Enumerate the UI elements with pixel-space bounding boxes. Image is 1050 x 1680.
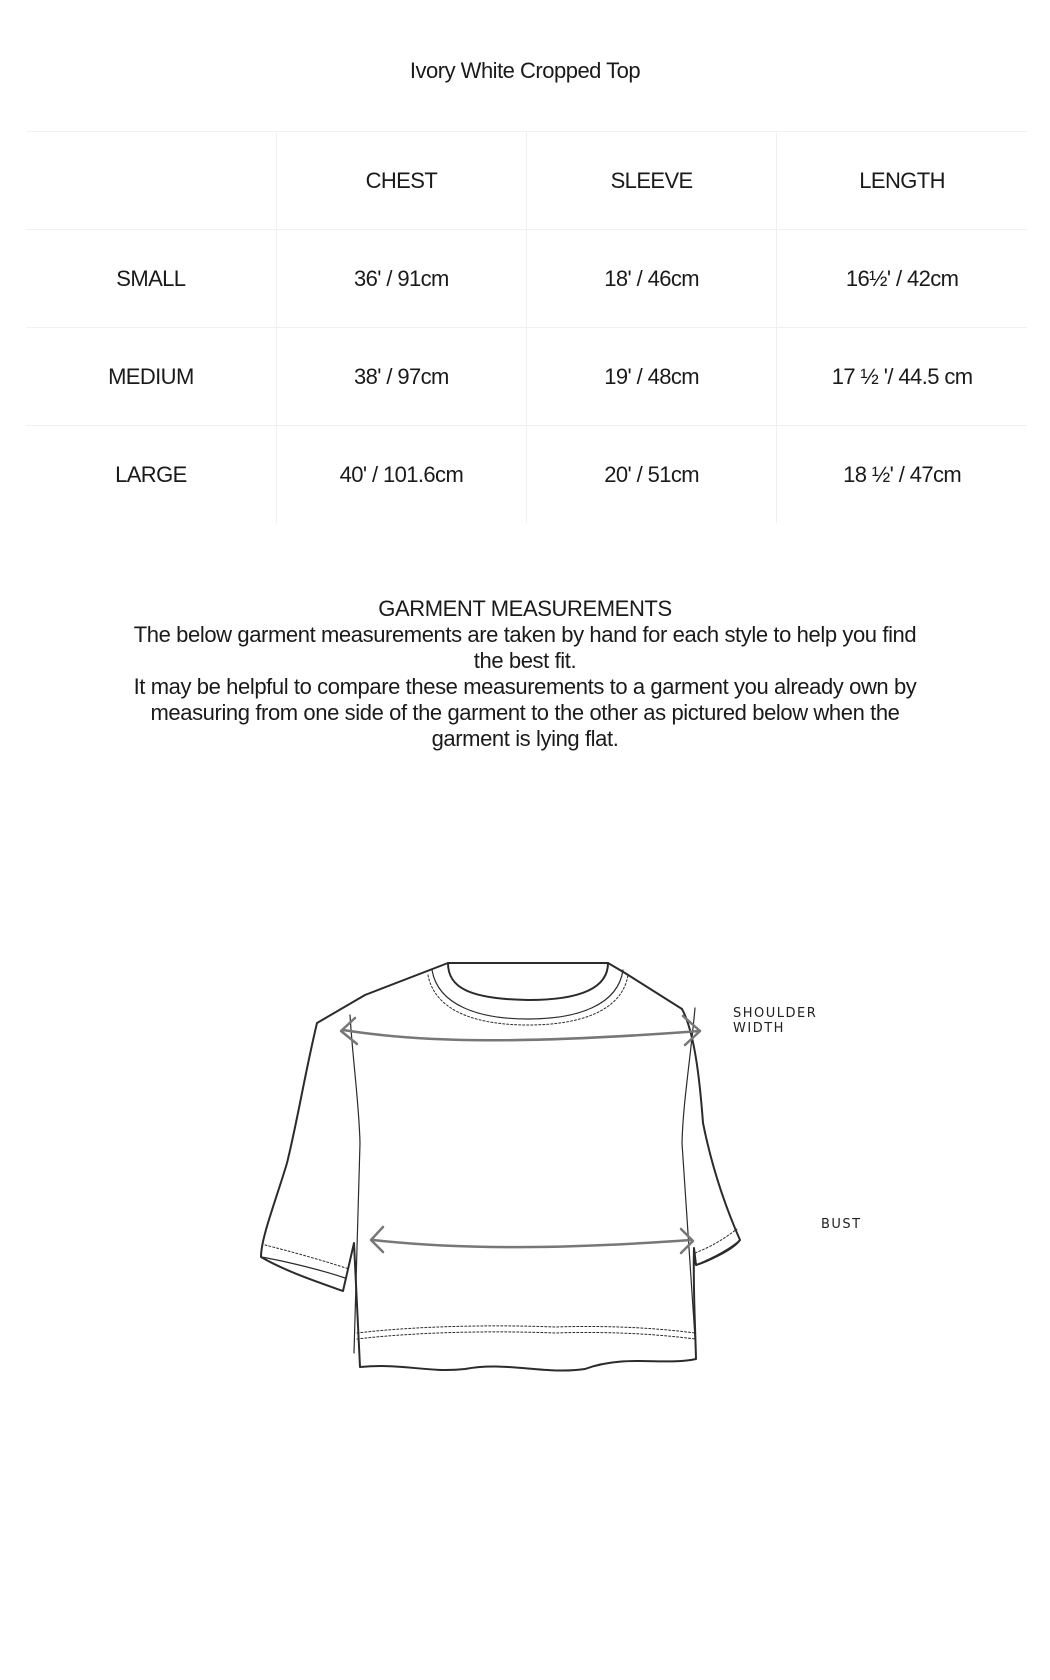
header-chest: CHEST — [276, 132, 526, 230]
left-shoulder-seam — [350, 1015, 360, 1143]
left-sleeve-hem — [261, 1257, 345, 1278]
shoulder-width-label: SHOULDER WIDTH — [733, 1006, 818, 1036]
size-label: SMALL — [26, 230, 276, 328]
measurements-paragraph-1: The below garment measurements are taken by hand for each style to help you find the best fit. — [133, 622, 917, 673]
table-row — [26, 426, 1027, 524]
shoulder-width-arrow-line — [343, 1030, 700, 1040]
header-sleeve: SLEEVE — [527, 132, 777, 230]
garment-outline — [261, 963, 740, 1371]
bottom-hem-stitch-2 — [357, 1332, 695, 1339]
neckline-outer — [448, 963, 608, 1000]
chest-value: 36' / 91cm — [276, 230, 526, 328]
bust-label: BUST — [821, 1217, 862, 1232]
bust-arrow-line — [373, 1240, 691, 1247]
sleeve-value: 18' / 46cm — [527, 230, 777, 328]
measurements-section — [130, 596, 920, 752]
garment-diagram — [225, 953, 867, 1400]
measurements-heading: GARMENT MEASUREMENTS — [378, 596, 672, 621]
chest-value: 40' / 101.6cm — [276, 426, 526, 524]
table-header-row — [26, 132, 1027, 230]
sleeve-value: 20' / 51cm — [527, 426, 777, 524]
header-empty — [26, 132, 276, 230]
table-row — [26, 230, 1027, 328]
size-label: LARGE — [26, 426, 276, 524]
measurements-paragraph-2: It may be helpful to compare these measurements to a garment you already own by measuring from one side of the garment to the other as pictured below when the garment is lying flat. — [133, 674, 917, 751]
chest-value: 38' / 97cm — [276, 328, 526, 426]
table-row — [26, 328, 1027, 426]
neckline-inner — [432, 970, 623, 1019]
page-title: Ivory White Cropped Top — [409, 58, 641, 83]
header-length: LENGTH — [777, 132, 1027, 230]
size-label: MEDIUM — [26, 328, 276, 426]
right-sleeve-hem — [696, 1240, 740, 1265]
size-chart-table — [26, 131, 1027, 523]
sleeve-value: 19' / 48cm — [527, 328, 777, 426]
length-value: 17 ½ '/ 44.5 cm — [777, 328, 1027, 426]
length-value: 18 ½' / 47cm — [777, 426, 1027, 524]
length-value: 16½' / 42cm — [777, 230, 1027, 328]
